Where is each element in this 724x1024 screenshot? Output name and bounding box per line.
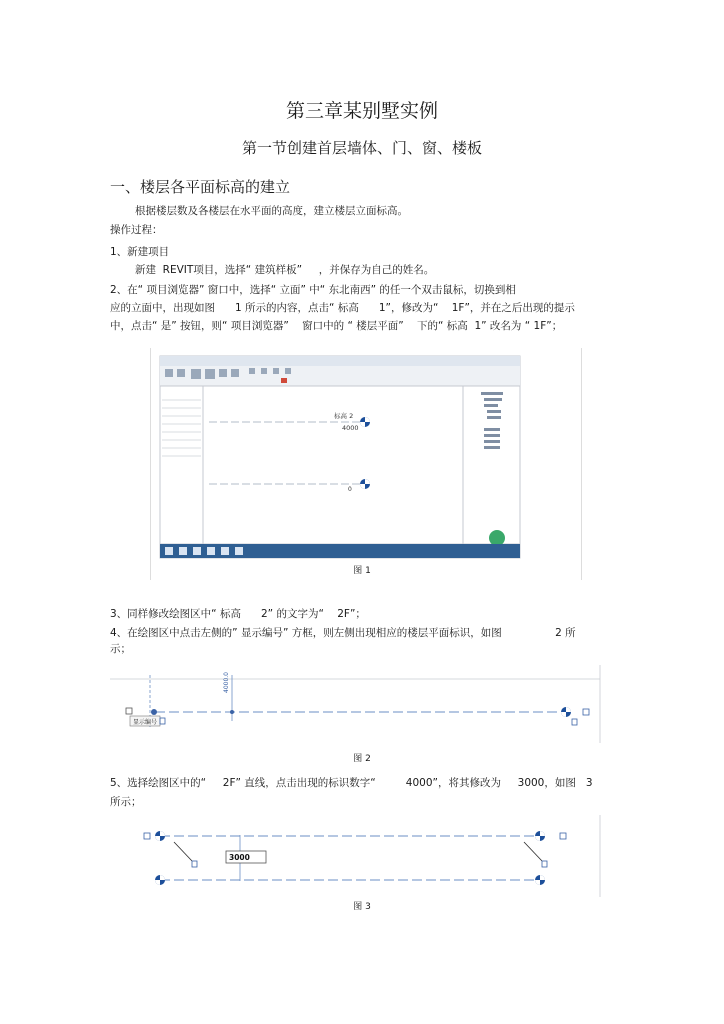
paragraph-procedure: 操作过程：	[110, 224, 163, 236]
step-1-text: 新建 REVIT项目，选择“ 建筑样板” ，并保存为自己的姓名。	[135, 264, 435, 276]
step-2-line-1: 2、在“ 项目浏览器” 窗口中，选择“ 立面” 中“ 东北南西” 的任一个双击鼠标，切换到相	[110, 284, 516, 296]
step-3-text: 3、同样修改绘图区中“ 标高 2” 的文字为“ 2F”；	[110, 608, 366, 620]
fig2-dimension-value: 4000.0	[223, 672, 230, 693]
figure-3-caption: 图 3	[353, 902, 371, 912]
fig2-show-number-tooltip: 显示编号	[133, 719, 158, 726]
step-4-line-1: 4、在绘图区中点击左侧的” 显示编号” 方框，则左侧出现相应的楼层平面标识，如图 2 所	[110, 627, 576, 639]
page-title: 第三章某别墅实例	[285, 100, 438, 122]
step-4-line-2: 示；	[110, 643, 131, 655]
section-subtitle: 第一节创建首层墙体、门、窗、楼板	[241, 139, 482, 157]
fig1-level2-value: 4000	[342, 424, 359, 432]
figure-3-drawing	[130, 815, 606, 897]
fig3-edit-value: 3000	[229, 853, 250, 862]
figure-2-drawing	[110, 665, 606, 745]
step-2-line-3: 中，点击“ 是” 按钮，则“ 项目浏览器” 窗口中的 “ 楼层平面” 下的“ 标高 1” 改名为 “ 1F”；	[110, 320, 563, 332]
fig1-level1-value: 0	[348, 486, 352, 493]
figure-1-caption: 图 1	[353, 566, 371, 576]
figure-1	[150, 348, 582, 580]
paragraph-intro: 根据楼层数及各楼层在水平面的高度，建立楼层立面标高。	[135, 205, 408, 217]
figure-2-caption: 图 2	[353, 754, 371, 764]
figure-1-screenshot	[151, 348, 581, 580]
section-heading: 一、楼层各平面标高的建立	[110, 178, 291, 196]
figure-3	[130, 815, 606, 897]
step-5-line-2: 所示；	[110, 796, 142, 808]
fig1-level2-label: 标高 2	[334, 412, 354, 420]
figure-2	[110, 665, 606, 745]
step-5-line-1: 5、选择绘图区中的“ 2F” 直线，点击出现的标识数字“ 4000”，将其修改为 3000，如图 3	[110, 777, 593, 789]
step-1-heading: 1、新建项目	[110, 246, 170, 258]
step-2-line-2: 应的立面中，出现如图 1 所示的内容，点击“ 标高 1”，修改为“ 1F”，并在之后出现的提示	[110, 302, 575, 314]
